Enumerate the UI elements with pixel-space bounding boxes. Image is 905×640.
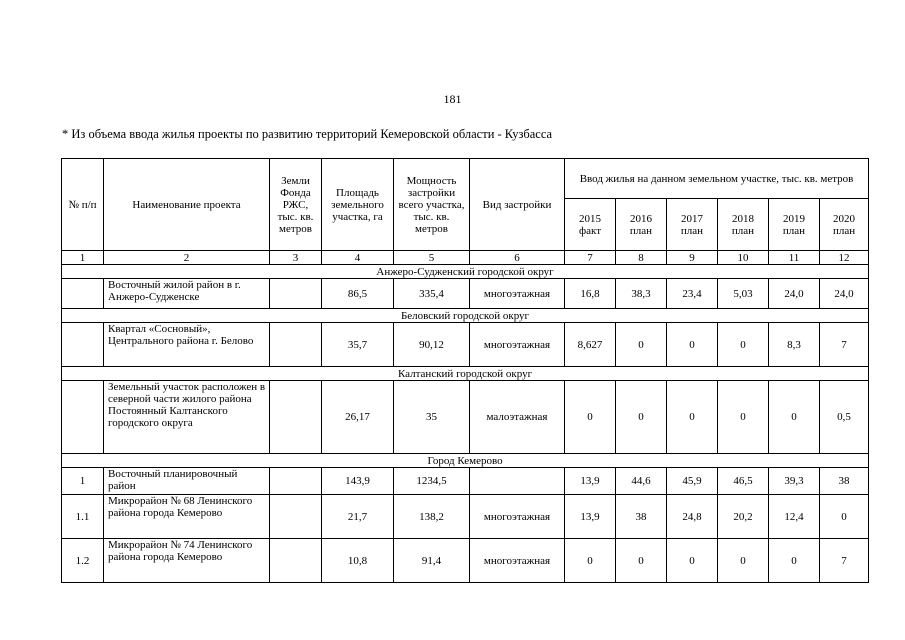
- capacity-value: 138,2: [394, 495, 470, 539]
- year-value: 0: [769, 381, 820, 454]
- building-type: многоэтажная: [470, 323, 565, 367]
- year-value: 38: [616, 495, 667, 539]
- year-value: 0: [565, 539, 616, 583]
- column-number: 10: [718, 251, 769, 265]
- year-value: 38: [820, 468, 869, 495]
- column-number: 9: [667, 251, 718, 265]
- project-name: Восточный жилой район в г. Анжеро-Судженске: [104, 279, 270, 309]
- year-value: 45,9: [667, 468, 718, 495]
- year-value: 8,627: [565, 323, 616, 367]
- year-value: 46,5: [718, 468, 769, 495]
- year-value: 7: [820, 323, 869, 367]
- year-value: 20,2: [718, 495, 769, 539]
- section-row: [62, 265, 869, 279]
- building-type: [470, 468, 565, 495]
- header-year: 2018 план: [718, 199, 769, 251]
- row-number: [62, 279, 104, 309]
- fund-value: [270, 381, 322, 454]
- section-title: Калтанский городской округ: [62, 367, 869, 381]
- row-number: 1: [62, 468, 104, 495]
- building-type: многоэтажная: [470, 495, 565, 539]
- table-row: [62, 539, 869, 583]
- column-number-row: [62, 251, 869, 265]
- capacity-value: 335,4: [394, 279, 470, 309]
- column-number: 5: [394, 251, 470, 265]
- year-value: 0: [565, 381, 616, 454]
- section-row: [62, 309, 869, 323]
- header-num: № п/п: [62, 159, 104, 251]
- row-number: 1.1: [62, 495, 104, 539]
- year-value: 7: [820, 539, 869, 583]
- area-value: 35,7: [322, 323, 394, 367]
- header-year: 2017 план: [667, 199, 718, 251]
- housing-table: [61, 158, 869, 583]
- year-value: 24,8: [667, 495, 718, 539]
- year-value: 8,3: [769, 323, 820, 367]
- table-row: [62, 381, 869, 454]
- table-row: [62, 279, 869, 309]
- year-value: 24,0: [769, 279, 820, 309]
- area-value: 21,7: [322, 495, 394, 539]
- capacity-value: 91,4: [394, 539, 470, 583]
- year-value: 0: [820, 495, 869, 539]
- year-value: 0: [769, 539, 820, 583]
- year-value: 0: [667, 539, 718, 583]
- building-type: многоэтажная: [470, 279, 565, 309]
- year-value: 44,6: [616, 468, 667, 495]
- section-row: [62, 367, 869, 381]
- year-value: 0: [616, 539, 667, 583]
- area-value: 26,17: [322, 381, 394, 454]
- column-number: 1: [62, 251, 104, 265]
- row-number: [62, 323, 104, 367]
- fund-value: [270, 495, 322, 539]
- column-number: 11: [769, 251, 820, 265]
- column-number: 6: [470, 251, 565, 265]
- fund-value: [270, 323, 322, 367]
- header-year: 2019 план: [769, 199, 820, 251]
- header-area: Площадь земельного участка, га: [322, 159, 394, 251]
- table-row: [62, 468, 869, 495]
- area-value: 86,5: [322, 279, 394, 309]
- header-name: Наименование проекта: [104, 159, 270, 251]
- capacity-value: 90,12: [394, 323, 470, 367]
- section-title: Город Кемерово: [62, 454, 869, 468]
- project-name: Земельный участок расположен в северной части жилого района Постоянный Калтанского городского округа: [104, 381, 270, 454]
- table-row: [62, 495, 869, 539]
- project-name: Микрорайон № 74 Ленинского района города Кемерово: [104, 539, 270, 583]
- year-value: 0: [718, 323, 769, 367]
- year-value: 12,4: [769, 495, 820, 539]
- section-row: [62, 454, 869, 468]
- year-value: 16,8: [565, 279, 616, 309]
- fund-value: [270, 468, 322, 495]
- year-value: 13,9: [565, 468, 616, 495]
- capacity-value: 35: [394, 381, 470, 454]
- area-value: 143,9: [322, 468, 394, 495]
- header-input-group: Ввод жилья на данном земельном участке, тыс. кв. метров: [565, 159, 869, 199]
- year-value: 0,5: [820, 381, 869, 454]
- section-title: Анжеро-Судженский городской округ: [62, 265, 869, 279]
- year-value: 23,4: [667, 279, 718, 309]
- column-number: 7: [565, 251, 616, 265]
- header-row-top: [62, 159, 869, 199]
- year-value: 0: [616, 381, 667, 454]
- year-value: 24,0: [820, 279, 869, 309]
- area-value: 10,8: [322, 539, 394, 583]
- project-name: Восточный планировочный район: [104, 468, 270, 495]
- project-name: Квартал «Сосновый», Центрального района г. Белово: [104, 323, 270, 367]
- capacity-value: 1234,5: [394, 468, 470, 495]
- project-name: Микрорайон № 68 Ленинского района города Кемерово: [104, 495, 270, 539]
- row-number: [62, 381, 104, 454]
- year-value: 0: [667, 323, 718, 367]
- column-number: 12: [820, 251, 869, 265]
- header-year: 2015 факт: [565, 199, 616, 251]
- year-value: 5,03: [718, 279, 769, 309]
- row-number: 1.2: [62, 539, 104, 583]
- footnote: * Из объема ввода жилья проекты по развитию территорий Кемеровской области - Кузбасса: [62, 127, 553, 141]
- column-number: 8: [616, 251, 667, 265]
- header-year: 2016 план: [616, 199, 667, 251]
- column-number: 2: [104, 251, 270, 265]
- year-value: 38,3: [616, 279, 667, 309]
- page-number: 181: [443, 92, 462, 106]
- section-title: Беловский городской округ: [62, 309, 869, 323]
- year-value: 13,9: [565, 495, 616, 539]
- building-type: многоэтажная: [470, 539, 565, 583]
- fund-value: [270, 279, 322, 309]
- year-value: 0: [718, 381, 769, 454]
- year-value: 0: [667, 381, 718, 454]
- year-value: 39,3: [769, 468, 820, 495]
- table-row: [62, 323, 869, 367]
- header-type: Вид застройки: [470, 159, 565, 251]
- year-value: 0: [718, 539, 769, 583]
- fund-value: [270, 539, 322, 583]
- building-type: малоэтажная: [470, 381, 565, 454]
- column-number: 4: [322, 251, 394, 265]
- column-number: 3: [270, 251, 322, 265]
- header-capacity: Мощность застройки всего участка, тыс. кв. метров: [394, 159, 470, 251]
- year-value: 0: [616, 323, 667, 367]
- header-fund: Земли Фонда РЖС, тыс. кв. метров: [270, 159, 322, 251]
- header-year: 2020 план: [820, 199, 869, 251]
